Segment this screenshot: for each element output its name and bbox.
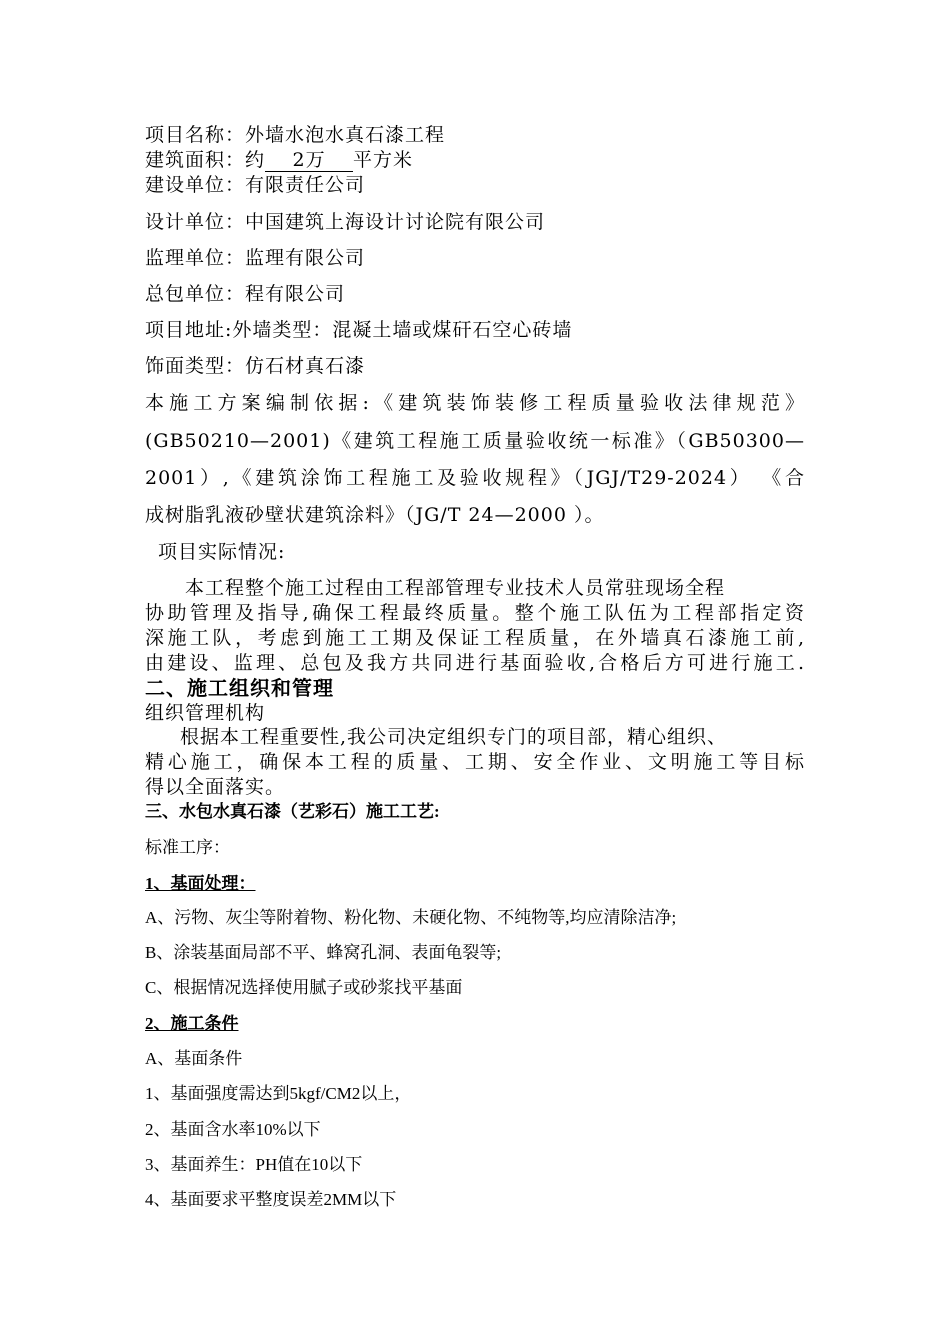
org-para-line-3: 得以全面落实。: [145, 776, 286, 798]
actual-para-line-3: 深施工队，考虑到施工工期及保证工程质量，在外墙真石漆施工前,: [145, 627, 805, 649]
area-prefix: 约: [245, 149, 266, 171]
builder-unit: 建设单位：有限责任公司: [145, 174, 366, 196]
standard-process-label: 标准工序：: [145, 838, 230, 857]
basis-line-4: 成树脂乳液砂壁状建筑涂料》（JG/T 24—2000 ）。: [145, 504, 605, 526]
section-2-heading: 二、施工组织和管理: [145, 676, 334, 700]
condition-item-4: 4、基面要求平整度误差2MM以下: [145, 1190, 397, 1209]
step-1-item-b: B、涂装基面局部不平、蜂窝孔洞、表面龟裂等;: [145, 943, 502, 962]
base-condition-title: A、基面条件: [145, 1049, 243, 1068]
design-unit: 设计单位：中国建筑上海设计讨论院有限公司: [145, 211, 546, 233]
org-para-line-2: 精心施工，确保本工程的质量、工期、安全作业、文明施工等目标: [145, 751, 805, 773]
org-structure-title: 组织管理机构: [145, 702, 266, 724]
basis-line-1: 本施工方案编制依据:《建筑装饰装修工程质量验收法律规范》: [145, 392, 805, 414]
actual-situation-title: 项目实际情况:: [158, 541, 286, 563]
condition-item-2: 2、基面含水率10%以下: [145, 1120, 321, 1139]
area-label: 建筑面积：: [145, 149, 246, 171]
finish-type: 饰面类型：仿石材真石漆: [145, 355, 366, 377]
org-para-line-1: 根据本工程重要性,我公司决定组织专门的项目部，精心组织、: [180, 726, 728, 748]
project-name: 项目名称：外墙水泡水真石漆工程: [145, 124, 446, 146]
general-contractor: 总包单位：程有限公司: [145, 283, 346, 305]
area-unit: 平方米: [353, 149, 414, 171]
project-address: 项目地址:外墙类型：混凝土墙或煤矸石空心砖墙: [145, 319, 573, 341]
actual-para-line-4: 由建设、监理、总包及我方共同进行基面验收,合格后方可进行施工.: [145, 652, 805, 674]
area-value: 2万: [265, 149, 353, 172]
supervision-unit: 监理单位：监理有限公司: [145, 247, 366, 269]
step-2-heading: 2、施工条件: [145, 1014, 239, 1033]
condition-item-3: 3、基面养生：PH值在10以下: [145, 1155, 363, 1174]
step-1-heading: 1、基面处理：: [145, 874, 256, 893]
section-3-heading: 三、水包水真石漆（艺彩石）施工工艺:: [145, 802, 440, 821]
basis-line-2: (GB50210—2001)《建筑工程施工质量验收统一标准》（GB50300—: [145, 430, 805, 452]
basis-line-3: 2001）,《建筑涂饰工程施工及验收规程》（JGJ/T29-2024） 《合: [145, 467, 805, 489]
step-1-item-c: C、根据情况选择使用腻子或砂浆找平基面: [145, 978, 463, 997]
actual-para-line-2: 协助管理及指导,确保工程最终质量。整个施工队伍为工程部指定资: [145, 602, 805, 624]
actual-para-line-1: 本工程整个施工过程由工程部管理专业技术人员常驻现场全程: [185, 577, 726, 599]
building-area: [145, 148, 413, 172]
step-1-item-a: A、污物、灰尘等附着物、粉化物、未硬化物、不纯物等,均应清除洁净;: [145, 908, 677, 927]
condition-item-1: 1、基面强度需达到5kgf/CM2以上，: [145, 1084, 412, 1103]
